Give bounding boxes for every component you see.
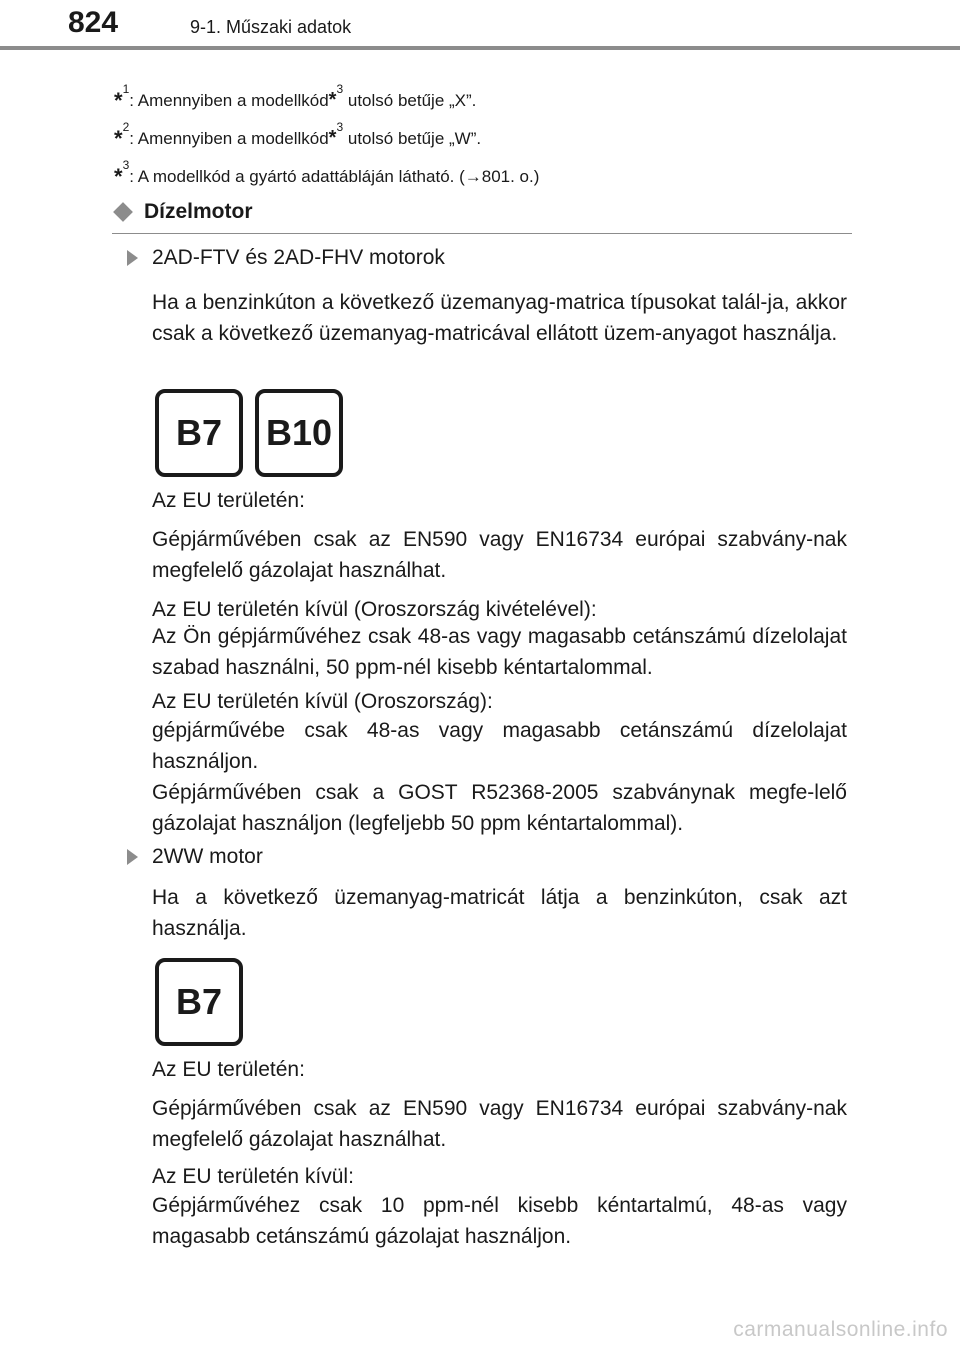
triangle-bullet-icon	[127, 849, 138, 865]
engine1-intro: Ha a benzinkúton a következő üzemanyag-matrica típusokat talál-ja, akkor csak a következő üzemanyag-matricával ellátott üzem-anyagot használja.	[152, 291, 847, 345]
footnote-2: *$^2$: Amennyiben a modellkód*$^3$ utolsó betűje „W”.	[114, 120, 482, 151]
engine1-russia-text2: Gépjárművében csak a GOST R52368-2005 szabványnak megfe-lelő gázolajat használjon (legfeljebb 50 ppm kéntartalommal).	[152, 781, 847, 835]
diamond-bullet-icon	[113, 202, 133, 222]
engine2-title: 2WW motor	[127, 845, 263, 869]
engine1-eu-text: Gépjárművében csak az EN590 vagy EN16734 európai szabvány-nak megfelelő gázolajat használhat.	[152, 528, 847, 582]
heading-rule	[112, 233, 852, 234]
engine2-intro: Ha a következő üzemanyag-matricát látja a benzinkúton, csak azt használja.	[152, 886, 847, 940]
page-number: 824	[68, 6, 119, 39]
triangle-bullet-icon	[127, 250, 138, 266]
engine1-russia-label: Az EU területén kívül (Oroszország):	[152, 690, 493, 713]
engine1-outside-label: Az EU területén kívül (Oroszország kivételével):	[152, 598, 597, 621]
engine1-outside-text: Az Ön gépjárművéhez csak 48-as vagy magasabb cetánszámú dízelolajat szabad használni, 50 ppm-nél kisebb kéntartalommal.	[152, 625, 847, 679]
engine2-eu-text: Gépjárművében csak az EN590 vagy EN16734 európai szabvány-nak megfelelő gázolajat használhat.	[152, 1097, 847, 1151]
engine1-eu-label: Az EU területén:	[152, 489, 305, 512]
footnote-star: *	[114, 164, 123, 189]
footnote-1: *$^1$: Amennyiben a modellkód*$^3$ utolsó betűje „X”.	[114, 82, 477, 113]
section-title: 9-1. Műszaki adatok	[190, 17, 352, 37]
header-rule	[0, 46, 960, 50]
engine2-outside-text: Gépjárművéhez csak 10 ppm-nél kisebb kéntartalmú, 48-as vagy magasabb cetánszámú gázolajat használjon.	[152, 1194, 847, 1248]
engine1-title: 2AD-FTV és 2AD-FHV motorok	[127, 246, 445, 270]
engine1-russia-text1: gépjárművébe csak 48-as vagy magasabb cetánszámú dízelolajat használjon.	[152, 719, 847, 773]
fuel-label-badge-b7: B7	[155, 958, 243, 1046]
heading-text: Dízelmotor	[144, 200, 253, 223]
watermark: carmanualsonline.info	[733, 1318, 948, 1341]
fuel-label-badge-b10: B10	[255, 389, 343, 477]
section-heading	[112, 200, 253, 224]
footnote-3: *$^3$: A modellkód a gyártó adattábláján látható. (→801. o.)	[114, 158, 540, 189]
footnote-star: *	[114, 88, 123, 113]
fuel-label-badge-b7: B7	[155, 389, 243, 477]
engine2-eu-label: Az EU területén:	[152, 1058, 305, 1081]
engine2-outside-label: Az EU területén kívül:	[152, 1165, 354, 1188]
footnote-star: *	[114, 126, 123, 151]
